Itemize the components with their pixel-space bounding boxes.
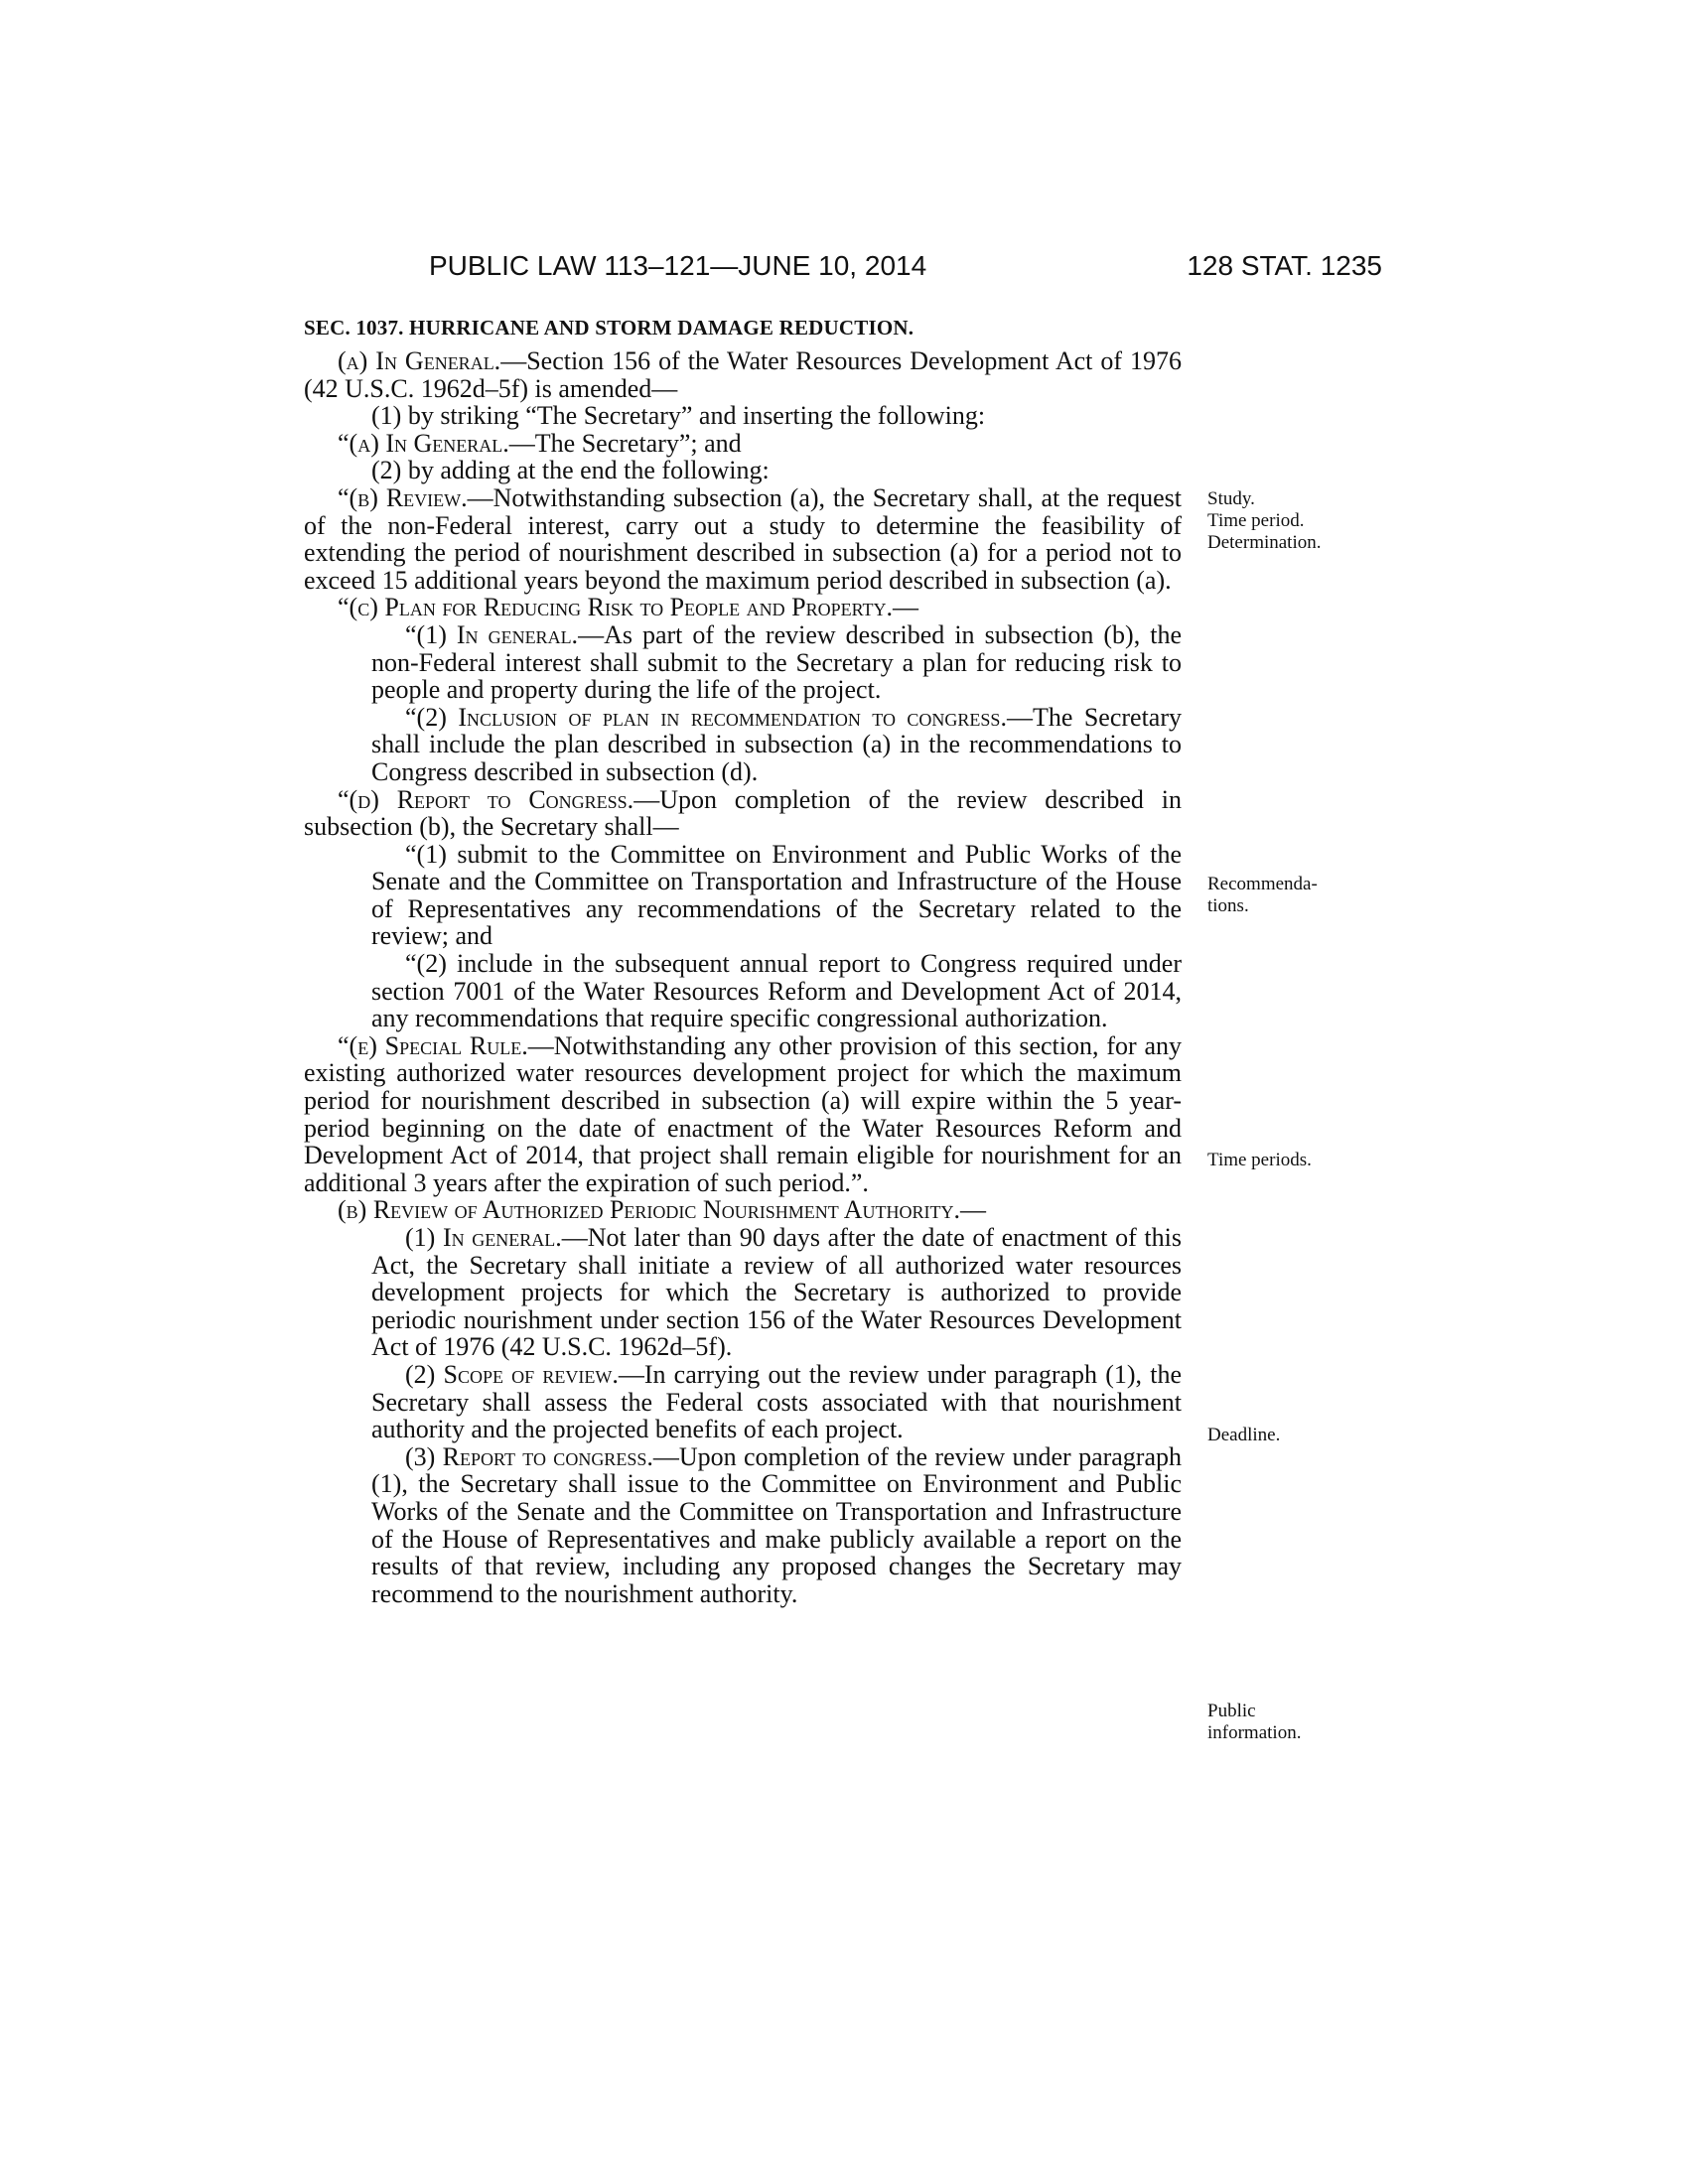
- paragraph-a1-quote: “(a) In General.—The Secretary”; and: [338, 428, 742, 458]
- paragraph-c1: “(1) In general.—As part of the review described in subsection (b), the non-Federal interest shall submit to the Secretary a plan for reducing risk to people and property during the life of the project.: [371, 619, 1182, 705]
- statute-page-number: 128 STAT. 1235: [1187, 250, 1382, 281]
- law-title: PUBLIC LAW 113–121—JUNE 10, 2014: [429, 250, 927, 281]
- margin-note-public-information: Public information.: [1207, 1701, 1302, 1743]
- subsection-b: (b) Review of Authorized Periodic Nourishment Authority.—: [338, 1195, 987, 1225]
- section-title: SEC. 1037. HURRICANE AND STORM DAMAGE REDUCTION.: [304, 316, 914, 340]
- margin-note-study: Study. Time period. Determination.: [1207, 488, 1322, 553]
- subsection-b2: (2) Scope of review.—In carrying out the review under paragraph (1), the Secretary shall assess the Federal costs associated with that nourishment authority and the projected benefits of each project.: [371, 1359, 1183, 1444]
- paragraph-d: “(d) Report to Congress.—Upon completion of the review described in subsection (b), the Secretary shall—: [304, 784, 1182, 842]
- subsection-b3: (3) Report to congress.—Upon completion of the review under paragraph (1), the Secretary shall issue to the Committee on Environment and Public Works of the Senate and the Committee on Transportation and Infrastructure of the House of Representatives and make publicly available a report on the results of that review, including any proposed changes the Secretary may recommend to the nourishment authority.: [371, 1441, 1183, 1608]
- subsection-b1: (1) In general.—Not later than 90 days after the date of enactment of this Act, the Secretary shall initiate a review of all authorized water resources development projects for which the Secretary is authorized to provide periodic nourishment under section 156 of the Water Resources Development Act of 1976 (42 U.S.C. 1962d–5f).: [371, 1223, 1182, 1362]
- paragraph-d1: “(1) submit to the Committee on Environment and Public Works of the Senate and the Committee on Transportation and Infrastructure of the House of Representatives any recommendations of the Secretary related to the review; and: [371, 839, 1182, 951]
- paragraph-c: “(c) Plan for Reducing Risk to People and Property.—: [338, 593, 919, 622]
- paragraph-a1: (1) by striking “The Secretary” and inserting the following:: [371, 401, 986, 431]
- paragraph-a: (a) In General.—Section 156 of the Water Resources Development Act of 1976 (42 U.S.C. 1962d–5f) is amended—: [304, 346, 1182, 403]
- paragraph-d2: “(2) include in the subsequent annual report to Congress required under section 7001 of the Water Resources Reform and Development Act of 2014, any recommendations that require specific congressional authorization.: [371, 949, 1182, 1033]
- margin-note-recommendations: Recommenda- tions.: [1207, 874, 1318, 916]
- body-text: [304, 347, 1182, 1607]
- paragraph-b: “(b) Review.—Notwithstanding subsection (a), the Secretary shall, at the request of the non-Federal interest, carry out a study to determine the feasibility of extending the period of nourishment described in subsection (a) for a period not to exceed 15 additional years beyond the maximum period described in subsection (a).: [304, 482, 1182, 595]
- paragraph-a2: (2) by adding at the end the following:: [371, 456, 770, 485]
- paragraph-e: “(e) Special Rule.—Notwithstanding any other provision of this section, for any existing authorized water resources development project for which the maximum period for nourishment described in subsection (a) will expire within the 5 year-period beginning on the date of enactment of the Water Resources Reform and Development Act of 2014, that project shall remain eligible for nourishment for an additional 3 years after the expiration of such period.”.: [304, 1030, 1182, 1197]
- margin-note-time-periods: Time periods.: [1207, 1150, 1312, 1170]
- paragraph-c2: “(2) Inclusion of plan in recommendation to congress.—The Secretary shall include the plan described in subsection (a) in the recommendations to Congress described in subsection (d).: [371, 702, 1182, 786]
- page-header: [429, 250, 1382, 290]
- margin-note-deadline: Deadline.: [1207, 1425, 1281, 1445]
